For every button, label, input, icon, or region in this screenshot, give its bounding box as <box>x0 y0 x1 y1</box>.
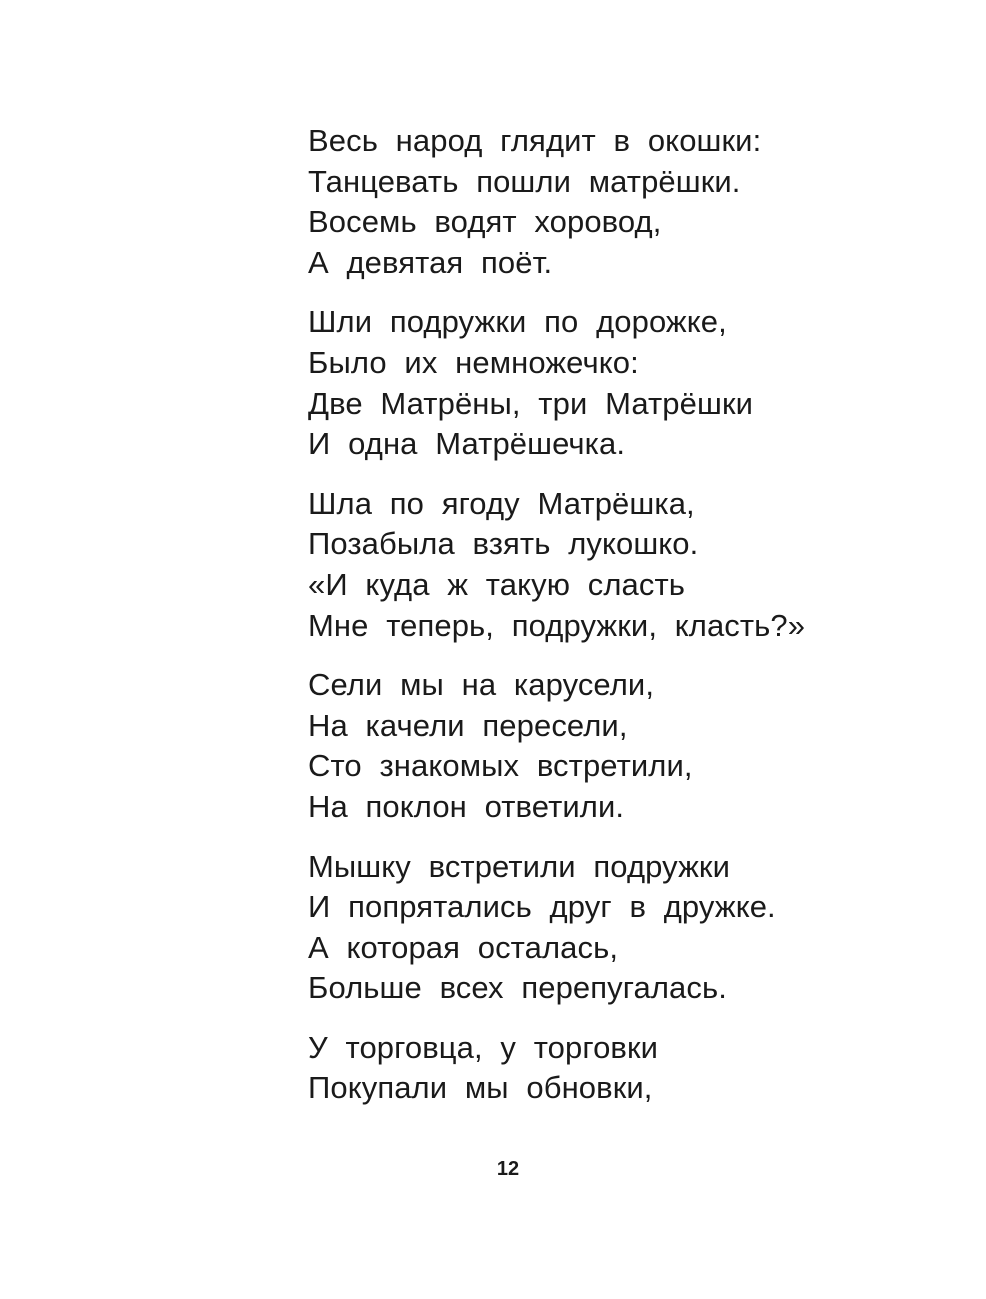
poem-line: Мышку встретили подружки <box>308 848 730 884</box>
page-number: 12 <box>496 1158 520 1180</box>
poem-line: Танцевать пошли матрёшки. <box>308 163 741 199</box>
stanza-4 <box>308 665 948 827</box>
poem-line: Сели мы на карусели, <box>308 667 655 703</box>
poem-line: А девятая поёт. <box>308 244 553 280</box>
poem <box>308 121 948 1128</box>
poem-line: На качели пересели, <box>308 707 628 743</box>
poem-line: Весь народ глядит в окошки: <box>308 123 762 158</box>
poem-line: Сто знакомых встретили, <box>308 748 693 784</box>
poem-line: Покупали мы обновки, <box>308 1070 653 1106</box>
poem-line: Восемь водят хоровод, <box>308 204 662 240</box>
poem-line: «И куда ж такую сласть <box>308 566 686 602</box>
poem-line: Позабыла взять лукошко. <box>308 526 699 562</box>
poem-line: На поклон ответили. <box>308 788 625 824</box>
poem-line: Больше всех перепугалась. <box>308 970 727 1006</box>
poem-line: И попрятались друг в дружке. <box>308 889 776 925</box>
poem-line: Мне теперь, подружки, класть?» <box>308 607 806 643</box>
poem-line: Две Матрёны, три Матрёшки <box>308 385 754 421</box>
stanza-6 <box>308 1028 948 1109</box>
poem-line: Было их немножечко: <box>308 344 639 380</box>
poem-line: А которая осталась, <box>308 929 619 965</box>
stanza-5 <box>308 847 948 1009</box>
poem-line: Шла по ягоду Матрёшка, <box>308 485 695 521</box>
stanza-3 <box>308 484 948 646</box>
poem-line: Шли подружки по дорожке, <box>308 304 727 340</box>
poem-line: У торговца, у торговки <box>308 1029 659 1065</box>
poem-line: И одна Матрёшечка. <box>308 426 626 462</box>
stanza-2 <box>308 302 948 464</box>
stanza-1 <box>308 121 948 283</box>
